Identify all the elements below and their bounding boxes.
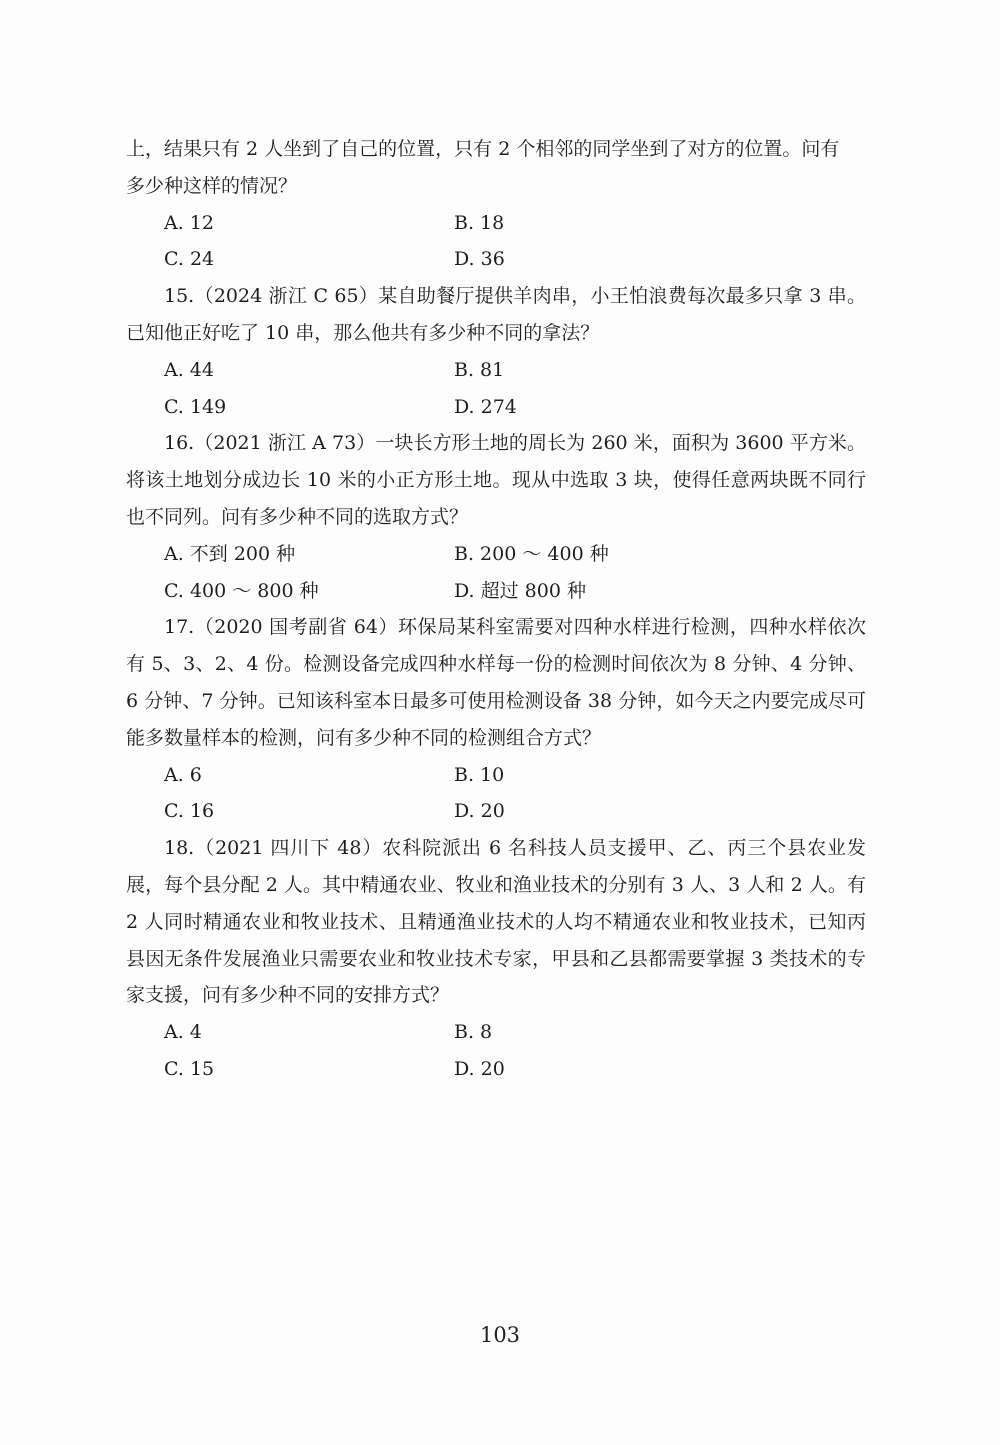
option-a: A. 不到 200 种 [164, 542, 296, 565]
option-a: A. 44 [164, 358, 214, 381]
option-row [126, 793, 866, 830]
page-content [126, 131, 866, 1088]
question-14-continuation [126, 131, 866, 278]
question-17-stem: 17.（2020 国考副省 64）环保局某科室需要对四种水样进行检测，四种水样依次有 5、3、2、4 份。检测设备完成四种水样每一份的检测时间依次为 8 分钟、4 分钟、6 分钟、7 分钟。已知该科室本日最多可使用检测设备 38 分钟，如今天之内要完成尽可能多数量样本的检测，问有多少种不同的检测组合方式？ [126, 616, 866, 749]
question-18-options [126, 1014, 866, 1088]
question-16-options [126, 536, 866, 610]
question-16 [126, 425, 866, 609]
page-number: 103 [479, 1323, 521, 1347]
option-c: C. 400 ～ 800 种 [164, 579, 319, 602]
option-row [126, 573, 866, 610]
option-a: A. 6 [164, 763, 202, 786]
option-b: B. 81 [454, 358, 505, 381]
option-b: B. 200 ～ 400 种 [454, 542, 609, 565]
question-18 [126, 830, 866, 1088]
question-15 [126, 278, 866, 425]
option-row [126, 389, 866, 426]
option-d: D. 274 [454, 395, 517, 418]
option-row [126, 536, 866, 573]
option-c: C. 24 [164, 248, 215, 271]
question-14-text-line-2: 多少种这样的情况？ [126, 174, 298, 197]
option-a: A. 4 [164, 1021, 202, 1044]
question-17-options [126, 757, 866, 831]
option-row [126, 1014, 866, 1051]
question-17 [126, 609, 866, 830]
question-14-options [126, 205, 866, 279]
option-d: D. 20 [454, 1057, 505, 1080]
option-b: B. 8 [454, 1021, 493, 1044]
option-row [126, 1051, 866, 1088]
option-d: D. 36 [454, 248, 505, 271]
question-15-stem: 15.（2024 浙江 C 65）某自助餐厅提供羊肉串，小王怕浪费每次最多只拿 3 串。已知他正好吃了 10 串，那么他共有多少种不同的拿法？ [126, 285, 866, 344]
option-d: D. 超过 800 种 [454, 579, 586, 602]
option-c: C. 15 [164, 1057, 215, 1080]
option-d: D. 20 [454, 800, 505, 823]
option-c: C. 16 [164, 800, 215, 823]
option-row [126, 205, 866, 242]
option-b: B. 10 [454, 763, 505, 786]
question-18-stem: 18.（2021 四川下 48）农科院派出 6 名科技人员支援甲、乙、丙三个县农业发展，每个县分配 2 人。其中精通农业、牧业和渔业技术的分别有 3 人、3 人和 2 人。有 2 人同时精通农业和牧业技术、且精通渔业技术的人均不精通农业和牧业技术，已知丙县因无条件发展渔业只需要农业和牧业技术专家，甲县和乙县都需要掌握 3 类技术的专家支援，问有多少种不同的安排方式？ [126, 837, 866, 1007]
option-b: B. 18 [454, 211, 505, 234]
option-c: C. 149 [164, 395, 227, 418]
option-a: A. 12 [164, 211, 214, 234]
option-row [126, 352, 866, 389]
option-row [126, 241, 866, 278]
question-15-options [126, 352, 866, 426]
question-16-stem: 16.（2021 浙江 A 73）一块长方形土地的周长为 260 米，面积为 3600 平方米。将该土地划分成边长 10 米的小正方形土地。现从中选取 3 块，使得任意两块既不同行也不同列。问有多少种不同的选取方式？ [126, 432, 866, 528]
option-row [126, 757, 866, 794]
question-14-text-line-1: 上，结果只有 2 人坐到了自己的位置，只有 2 个相邻的同学坐到了对方的位置。问有 [126, 138, 840, 160]
